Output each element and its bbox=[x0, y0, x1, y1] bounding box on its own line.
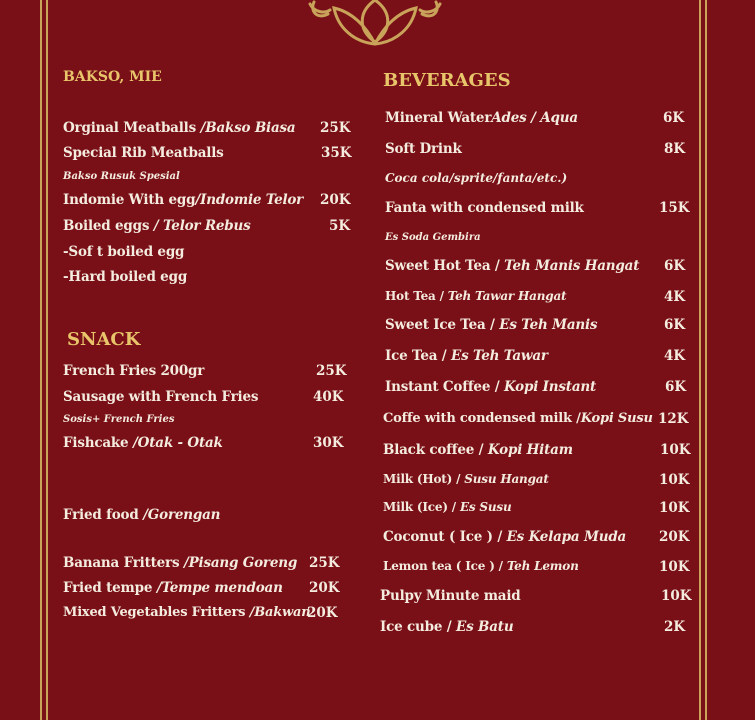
item-subtitle: Bakso Rusuk Spesial bbox=[63, 171, 180, 182]
item-name: Special Rib Meatballs bbox=[63, 145, 224, 161]
item-price: 2K bbox=[664, 619, 686, 635]
item-alt: / Telor Rebus bbox=[153, 218, 251, 234]
menu-item bbox=[383, 559, 579, 573]
item-price: 40K bbox=[313, 389, 344, 405]
item-name: Sausage with French Fries bbox=[63, 389, 259, 405]
item-name: French Fries 200gr bbox=[63, 363, 205, 379]
menu-item bbox=[63, 555, 297, 571]
item-price: 20K bbox=[307, 605, 338, 621]
item-name: Pulpy Minute maid bbox=[380, 588, 521, 604]
bakso-heading: BAKSO, MIE bbox=[63, 69, 162, 85]
item-name: Mineral Water bbox=[385, 110, 492, 126]
menu-item bbox=[385, 317, 597, 333]
menu-item bbox=[63, 435, 223, 451]
menu-item bbox=[385, 110, 578, 126]
item-price: 8K bbox=[664, 141, 686, 157]
item-name: Lemon tea ( Ice ) / bbox=[383, 559, 507, 573]
item-alt: Es Susu bbox=[459, 500, 512, 514]
menu-item bbox=[383, 472, 549, 486]
item-price: 6K bbox=[664, 317, 686, 333]
menu-item bbox=[385, 289, 566, 303]
menu-item bbox=[385, 258, 639, 274]
egg-option: -Sof t boiled egg bbox=[63, 244, 185, 260]
menu-item bbox=[380, 588, 521, 604]
item-alt: Es Teh Manis bbox=[499, 317, 598, 333]
menu-item bbox=[63, 605, 310, 620]
item-name: Instant Coffee / bbox=[385, 379, 504, 395]
beverages-heading: BEVERAGES bbox=[383, 70, 511, 91]
item-alt: Teh Manis Hangat bbox=[504, 258, 640, 274]
item-alt: Teh Lemon bbox=[506, 559, 579, 573]
item-alt: /Gorengan bbox=[143, 507, 221, 523]
item-price: 10K bbox=[659, 559, 690, 575]
item-alt: /Pisang Goreng bbox=[183, 555, 298, 571]
menu-item bbox=[63, 580, 283, 596]
item-price: 6K bbox=[664, 258, 686, 274]
menu-item bbox=[385, 200, 584, 216]
item-name: Milk (Ice) / bbox=[383, 500, 460, 514]
left-border-line bbox=[40, 0, 42, 720]
item-name: Sweet Ice Tea / bbox=[385, 317, 500, 333]
item-name: Mixed Vegetables Fritters bbox=[63, 605, 250, 620]
egg-option: -Hard boiled egg bbox=[63, 269, 188, 285]
item-alt: /Bakwan bbox=[249, 605, 311, 620]
left-border-line-inner bbox=[46, 0, 48, 720]
item-subtitle: Sosis+ French Fries bbox=[63, 414, 175, 425]
item-price: 12K bbox=[658, 411, 689, 427]
item-price: 10K bbox=[659, 500, 690, 516]
item-alt: Es Batu bbox=[456, 619, 514, 635]
item-price: 4K bbox=[664, 348, 686, 364]
item-name: Boiled eggs bbox=[63, 218, 154, 234]
item-alt: Kopi Instant bbox=[503, 379, 597, 395]
item-name: Fried food bbox=[63, 507, 144, 523]
item-alt: /Otak - Otak bbox=[132, 435, 223, 451]
item-name: Black coffee / bbox=[383, 442, 488, 458]
menu-item bbox=[383, 500, 512, 514]
menu-item bbox=[383, 442, 573, 458]
item-price: 5K bbox=[329, 218, 351, 234]
menu-item bbox=[63, 363, 204, 379]
item-alt: /Indomie Telor bbox=[195, 192, 304, 208]
item-name: Ice Tea / bbox=[385, 348, 451, 364]
lotus-ornament-icon bbox=[300, 0, 450, 50]
item-name: Banana Fritters bbox=[63, 555, 184, 571]
item-price: 25K bbox=[316, 363, 347, 379]
item-price: 10K bbox=[660, 442, 691, 458]
item-alt: Es Kelapa Muda bbox=[506, 529, 627, 545]
item-price: 4K bbox=[664, 289, 686, 305]
menu-item bbox=[63, 120, 295, 136]
menu-item bbox=[63, 218, 251, 234]
item-price: 10K bbox=[659, 472, 690, 488]
item-name: Coffe with condensed milk / bbox=[383, 411, 581, 426]
item-price: 35K bbox=[321, 145, 352, 161]
item-name: Soft Drink bbox=[385, 141, 462, 157]
menu-item bbox=[385, 379, 596, 395]
item-price: 25K bbox=[320, 120, 351, 136]
item-alt: Kopi Susu bbox=[580, 411, 653, 426]
item-alt: Teh Tawar Hangat bbox=[447, 289, 567, 303]
item-alt: Ades / Aqua bbox=[491, 110, 578, 126]
item-price: 20K bbox=[309, 580, 340, 596]
item-subtitle: Es Soda Gembira bbox=[385, 232, 481, 243]
item-name: Coconut ( Ice ) / bbox=[383, 529, 507, 545]
menu-item bbox=[383, 411, 653, 426]
item-price: 6K bbox=[665, 379, 687, 395]
menu-item bbox=[380, 619, 513, 635]
menu-item bbox=[63, 145, 224, 161]
right-border-line bbox=[699, 0, 701, 720]
menu-item bbox=[385, 348, 548, 364]
menu-item bbox=[63, 389, 258, 405]
item-name: Indomie With egg bbox=[63, 192, 196, 208]
item-alt: /Bakso Biasa bbox=[200, 120, 296, 136]
item-name: Hot Tea / bbox=[385, 289, 448, 303]
item-alt: /Tempe mendoan bbox=[156, 580, 283, 596]
item-price: 20K bbox=[320, 192, 351, 208]
item-name: Ice cube / bbox=[380, 619, 457, 635]
snack-heading: SNACK bbox=[67, 329, 141, 350]
item-price: 15K bbox=[659, 200, 690, 216]
item-alt: Es Teh Tawar bbox=[451, 348, 548, 364]
menu-item bbox=[383, 529, 626, 545]
item-name: Fried tempe bbox=[63, 580, 157, 596]
fried-food-heading bbox=[63, 507, 220, 523]
menu-item bbox=[63, 192, 303, 208]
item-name: Sweet Hot Tea / bbox=[385, 258, 505, 274]
item-alt: Kopi Hitam bbox=[487, 442, 573, 458]
item-name: Fishcake bbox=[63, 435, 133, 451]
item-price: 6K bbox=[663, 110, 685, 126]
item-price: 10K bbox=[661, 588, 692, 604]
item-price: 30K bbox=[313, 435, 344, 451]
item-name: Milk (Hot) / bbox=[383, 472, 465, 486]
item-price: 25K bbox=[309, 555, 340, 571]
right-border-line-outer bbox=[705, 0, 707, 720]
item-name: Orginal Meatballs bbox=[63, 120, 201, 136]
item-subtitle: Coca cola/sprite/fanta/etc.) bbox=[385, 171, 568, 185]
item-alt: Susu Hangat bbox=[464, 472, 549, 486]
menu-item bbox=[385, 141, 462, 157]
item-name: Fanta with condensed milk bbox=[385, 200, 584, 216]
item-price: 20K bbox=[659, 529, 690, 545]
